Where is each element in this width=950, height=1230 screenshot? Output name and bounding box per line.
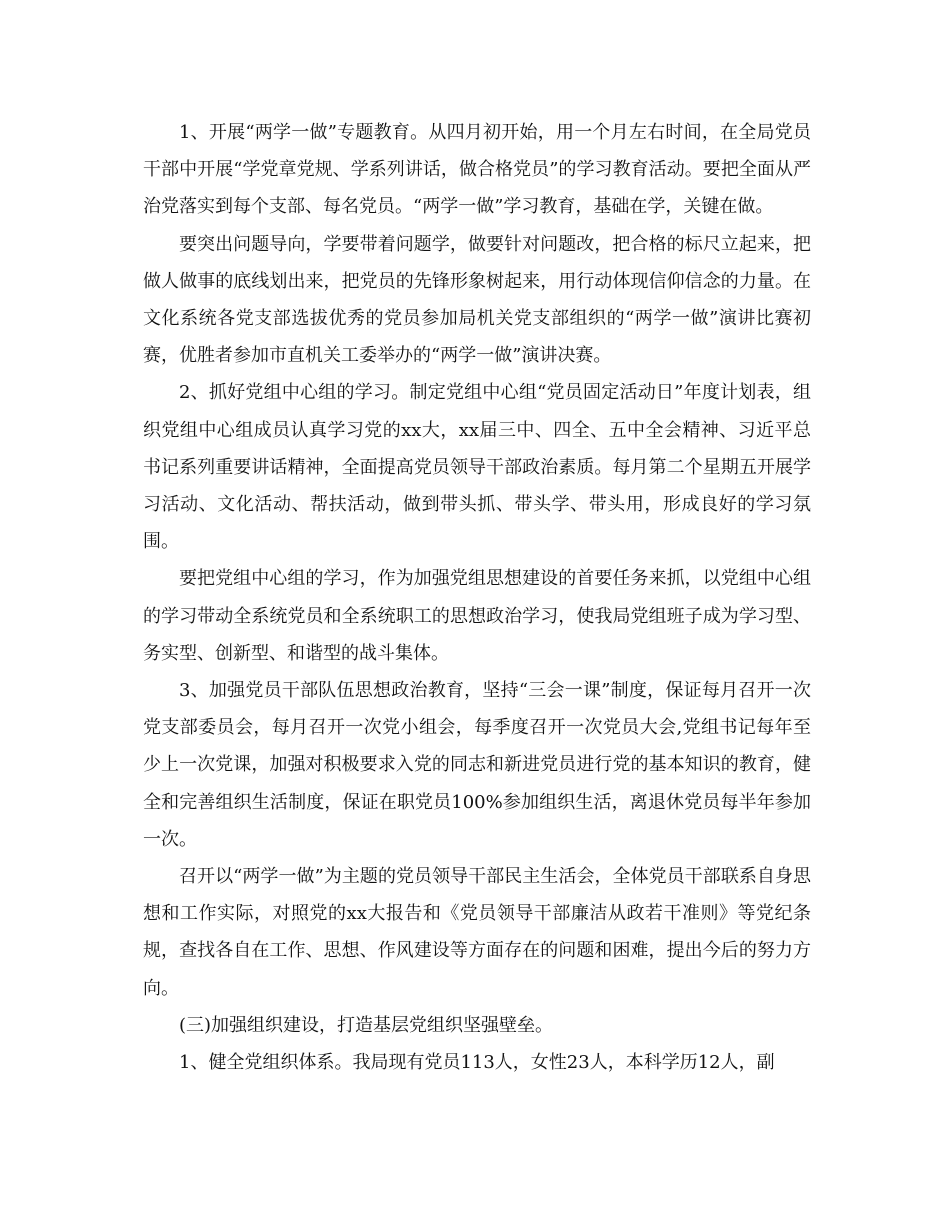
paragraph-4: 要把党组中心组的学习，作为加强党组思想建设的首要任务来抓，以党组中心组的学习带动全系统党员和全系统职工的思想政治学习，使我局党组班子成为学习型、务实型、创新型、和谐型的战斗集体。	[143, 568, 811, 664]
paragraph-7: 1、健全党组织体系。我局现有党员113人，女性23人，本科学历12人，副	[179, 1052, 775, 1074]
paragraph-1: 1、开展“两学一做”专题教育。从四月初开始，用一个月左右时间，在全局党员干部中开展“学党章党规、学系列讲话，做合格党员”的学习教育活动。要把全面从严治党落实到每个支部、每名党员。“两学一做”学习教育，基础在学，关键在做。	[143, 122, 811, 218]
paragraph-2: 要突出问题导向，学要带着问题学，做要针对问题改，把合格的标尺立起来，把做人做事的底线划出来，把党员的先锋形象树起来，用行动体现信仰信念的力量。在文化系统各党支部选拔优秀的党员参加局机关党支部组织的“两学一做”演讲比赛初赛，优胜者参加市直机关工委举办的“两学一做”演讲决赛。	[143, 233, 811, 367]
paragraph-5: 3、加强党员干部队伍思想政治教育，坚持“三会一课”制度，保证每月召开一次党支部委员会，每月召开一次党小组会，每季度召开一次党员大会,党组书记每年至少上一次党课，加强对积极要求入党的同志和新进党员进行党的基本知识的教育，健全和完善组织生活制度，保证在职党员100%参加组织生活，离退休党员每半年参加一次。	[143, 680, 811, 850]
paragraph-6: 召开以“两学一做”为主题的党员领导干部民主生活会，全体党员干部联系自身思想和工作实际，对照党的xx大报告和《党员领导干部廉洁从政若干准则》等党纪条规，查找各自在工作、思想、作风建设等方面存在的问题和困难，提出今后的努力方向。	[143, 866, 811, 999]
paragraph-3: 2、抓好党组中心组的学习。制定党组中心组“党员固定活动日”年度计划表，组织党组中心组成员认真学习党的xx大，xx届三中、四全、五中全会精神、习近平总书记系列重要讲话精神，全面提高党员领导干部政治素质。每月第二个星期五开展学习活动、文化活动、帮扶活动，做到带头抓、带头学、带头用，形成良好的学习氛围。	[143, 382, 811, 553]
section-heading-3: (三)加强组织建设，打造基层党组织坚强壁垒。	[179, 1014, 554, 1036]
document-body	[143, 114, 811, 1081]
